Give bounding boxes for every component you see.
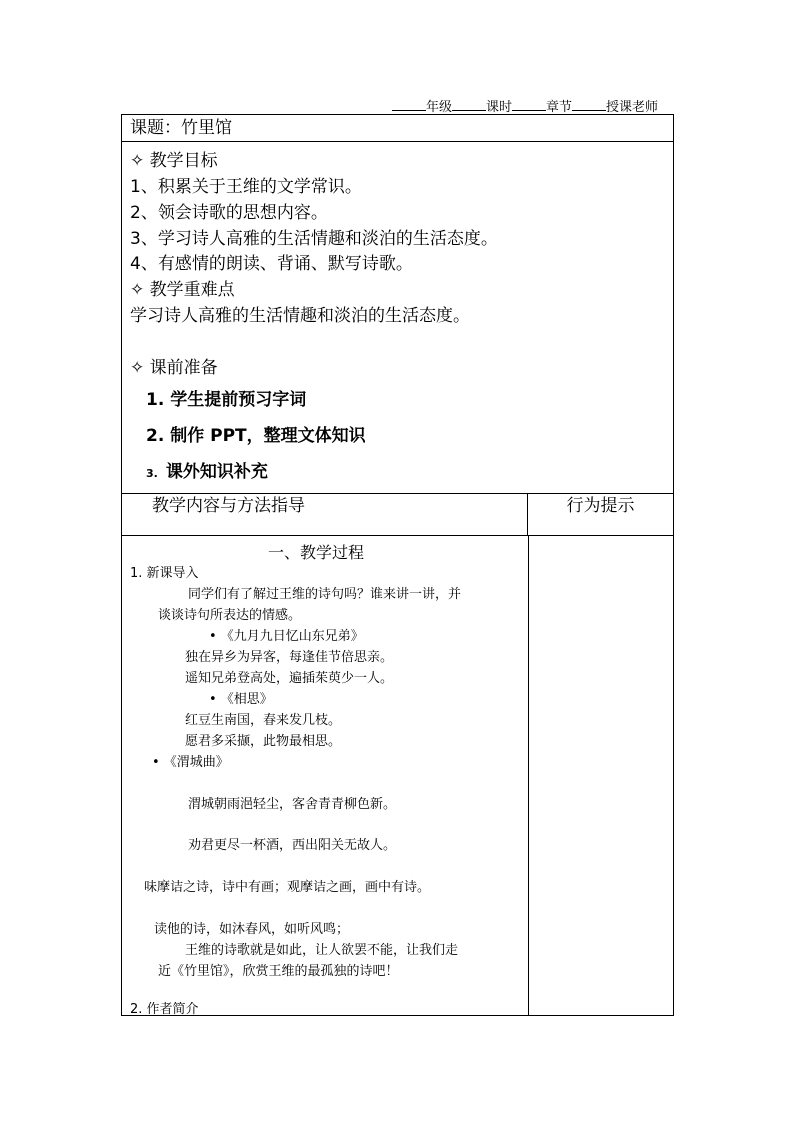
step-heading: 2. 作者简介 xyxy=(130,1002,199,1017)
lesson-plan-table xyxy=(121,114,674,1016)
read-text: 读他的诗，如沐春风，如听风鸣； xyxy=(154,922,350,937)
goal-item: 4、有感情的朗读、背诵、默写诗歌。 xyxy=(130,254,413,274)
step-heading: 1. 新课导入 xyxy=(130,566,199,581)
teacher-label: 授课老师 xyxy=(606,100,659,115)
prep-heading: ✧ 课前准备 xyxy=(130,358,218,378)
hints-column-header: 行为提示 xyxy=(566,496,635,516)
comment-text: 味摩诘之诗，诗中有画；观摩诘之画，画中有诗。 xyxy=(144,880,431,895)
section-title: 一、教学过程 xyxy=(268,543,365,562)
transition-text: 近《竹里馆》，欣赏王维的最孤独的诗吧！ xyxy=(158,964,399,979)
goal-item: 2、领会诗歌的思想内容。 xyxy=(130,203,328,223)
grade-label: 年级 xyxy=(426,100,453,115)
poem-line: 红豆生南国，春来发几枝。 xyxy=(185,713,342,728)
poem-title: • 《相思》 xyxy=(209,692,273,707)
content-column-header: 教学内容与方法指导 xyxy=(122,494,528,535)
prep-item: 1. 学生提前预习字词 xyxy=(146,390,307,410)
grade-blank xyxy=(392,99,426,111)
poem-title: • 《渭城曲》 xyxy=(152,755,229,770)
transition-text: 王维的诗歌就是如此，让人欲罢不能，让我们走 xyxy=(185,943,459,958)
chapter-label: 章节 xyxy=(546,100,573,115)
process-content-cell xyxy=(122,536,529,1015)
lesson-hours-label: 课时 xyxy=(486,100,513,115)
header-info xyxy=(392,96,674,115)
poem-line: 遥知兄弟登高处，遍插茱萸少一人。 xyxy=(185,671,394,686)
prep-item-3 xyxy=(146,457,268,482)
prep-item: 2. 制作 PPT，整理文体知识 xyxy=(146,426,366,446)
prep-item-3-text: 课外知识补充 xyxy=(165,462,268,482)
lesson-title: 课题：竹里馆 xyxy=(121,114,674,141)
lesson-hours-blank xyxy=(452,99,486,111)
difficulty-heading: ✧ 教学重难点 xyxy=(130,280,235,300)
difficulty-text: 学习诗人高雅的生活情趣和淡泊的生活态度。 xyxy=(130,306,470,326)
poem-line: 愿君多采撷，此物最相思。 xyxy=(185,734,342,749)
poem-line: 渭城朝雨浥轻尘，客舍青青柳色新。 xyxy=(188,797,397,812)
chapter-blank xyxy=(512,99,546,111)
intro-text: 谈谈诗句所表达的情感。 xyxy=(158,608,302,623)
teacher-blank xyxy=(572,99,606,111)
poem-line: 劝君更尽一杯酒，西出阳关无故人。 xyxy=(188,838,397,853)
goals-heading: ✧ 教学目标 xyxy=(130,151,218,171)
process-hints-cell xyxy=(529,536,673,1015)
goal-item: 3、学习诗人高雅的生活情趣和淡泊的生活态度。 xyxy=(130,229,498,249)
poem-title: • 《九月九日忆山东兄弟》 xyxy=(209,629,364,644)
poem-line: 独在异乡为异客，每逢佳节倍思亲。 xyxy=(185,650,394,665)
column-header-row xyxy=(121,493,674,535)
intro-text: 同学们有了解过王维的诗句吗？谁来讲一讲，并 xyxy=(188,587,462,602)
goal-item: 1、积累关于王维的文学常识。 xyxy=(130,177,362,197)
process-row xyxy=(121,535,674,1016)
goals-section xyxy=(121,141,674,493)
prep-item-3-number: 3. xyxy=(146,467,158,480)
